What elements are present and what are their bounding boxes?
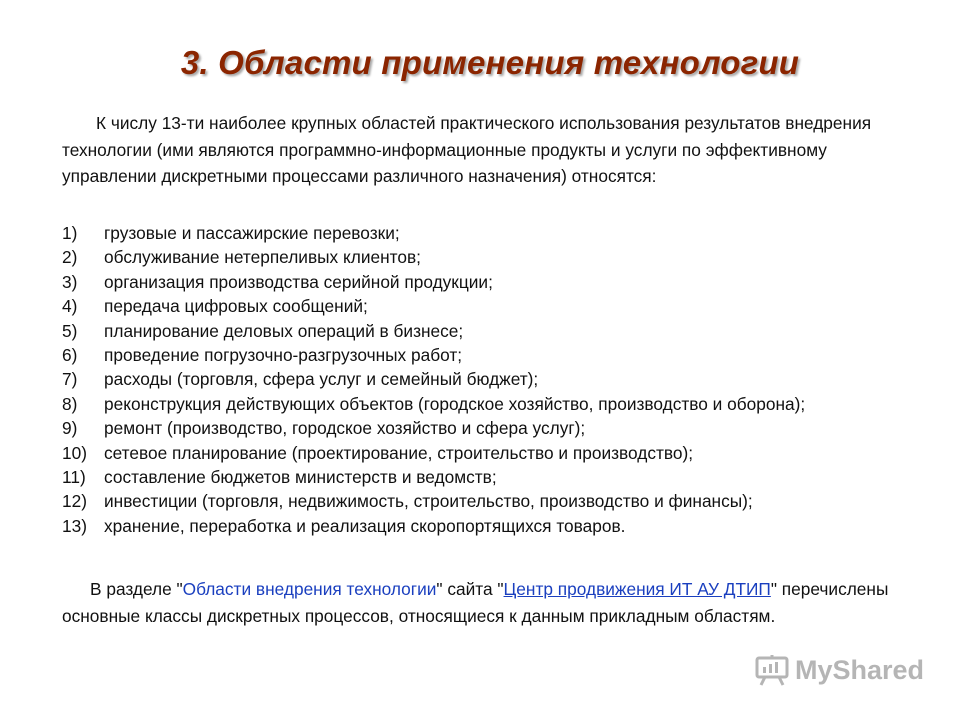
outro-text: В разделе ": [90, 579, 183, 599]
application-areas-list: [62, 221, 932, 538]
list-item: [62, 294, 932, 318]
list-item: [62, 367, 932, 391]
intro-paragraph: К числу 13-ти наиболее крупных областей практического использования результатов внедрения технологии (ими являются программно-информационные продукты и услуги по эффективному управлении дискретными процессами различного назначения) относятся:: [62, 113, 872, 186]
list-item: [62, 319, 932, 343]
list-item-text: составление бюджетов министерств и ведомств;: [104, 467, 497, 488]
list-item: [62, 221, 932, 245]
outro-text: " перечислены основные классы дискретных процессов, относящиеся к данным прикладным областям.: [62, 579, 889, 626]
list-item-number: 7): [62, 369, 78, 390]
list-item: [62, 270, 932, 294]
list-item-text: расходы (торговля, сфера услуг и семейный бюджет);: [104, 369, 539, 390]
list-item-text: хранение, переработка и реализация скоропортящихся товаров.: [104, 515, 626, 536]
list-item-number: 2): [62, 247, 78, 268]
list-item-text: обслуживание нетерпеливых клиентов;: [104, 247, 421, 268]
list-item-number: 10): [62, 442, 87, 463]
list-item-number: 5): [62, 320, 78, 341]
list-item-text: планирование деловых операций в бизнесе;: [104, 320, 464, 341]
watermark: [755, 654, 924, 686]
list-item-text: передача цифровых сообщений;: [104, 296, 368, 317]
list-item-text: ремонт (производство, городское хозяйство и сфера услуг);: [104, 418, 586, 439]
list-item: [62, 416, 932, 440]
outro-paragraph: [62, 576, 892, 629]
list-item: [62, 343, 932, 367]
list-item-number: 8): [62, 393, 78, 414]
site-link[interactable]: Центр продвижения ИТ АУ ДТИП: [503, 579, 771, 599]
list-item-number: 3): [62, 271, 78, 292]
list-item-text: реконструкция действующих объектов (городское хозяйство, производство и оборона);: [104, 393, 806, 414]
list-item: [62, 465, 932, 489]
presentation-board-icon: [755, 654, 789, 686]
list-item-text: грузовые и пассажирские перевозки;: [104, 223, 400, 243]
list-item-text: инвестиции (торговля, недвижимость, строительство, производство и финансы);: [104, 491, 753, 512]
section-link[interactable]: Области внедрения технологии: [182, 579, 437, 599]
list-item: [62, 392, 932, 416]
list-item: [62, 489, 932, 513]
list-item-text: организация производства серийной продукции;: [104, 271, 493, 292]
outro-text: " сайта ": [436, 579, 504, 599]
list-item: [62, 441, 932, 465]
watermark-text: MyShared: [794, 654, 924, 685]
list-item: [62, 245, 932, 269]
list-item-number: 1): [62, 223, 78, 243]
list-item-number: 11): [62, 467, 86, 488]
slide-title: 3. Области применения технологии: [180, 44, 800, 81]
list-item-number: 13): [62, 515, 87, 536]
list-item-text: сетевое планирование (проектирование, строительство и производство);: [104, 442, 694, 463]
list-item: [62, 514, 932, 538]
list-item-number: 9): [62, 418, 78, 439]
list-item-number: 12): [62, 491, 87, 512]
list-item-number: 4): [62, 296, 78, 317]
list-item-text: проведение погрузочно-разгрузочных работ;: [104, 345, 463, 366]
list-item-number: 6): [62, 345, 78, 366]
